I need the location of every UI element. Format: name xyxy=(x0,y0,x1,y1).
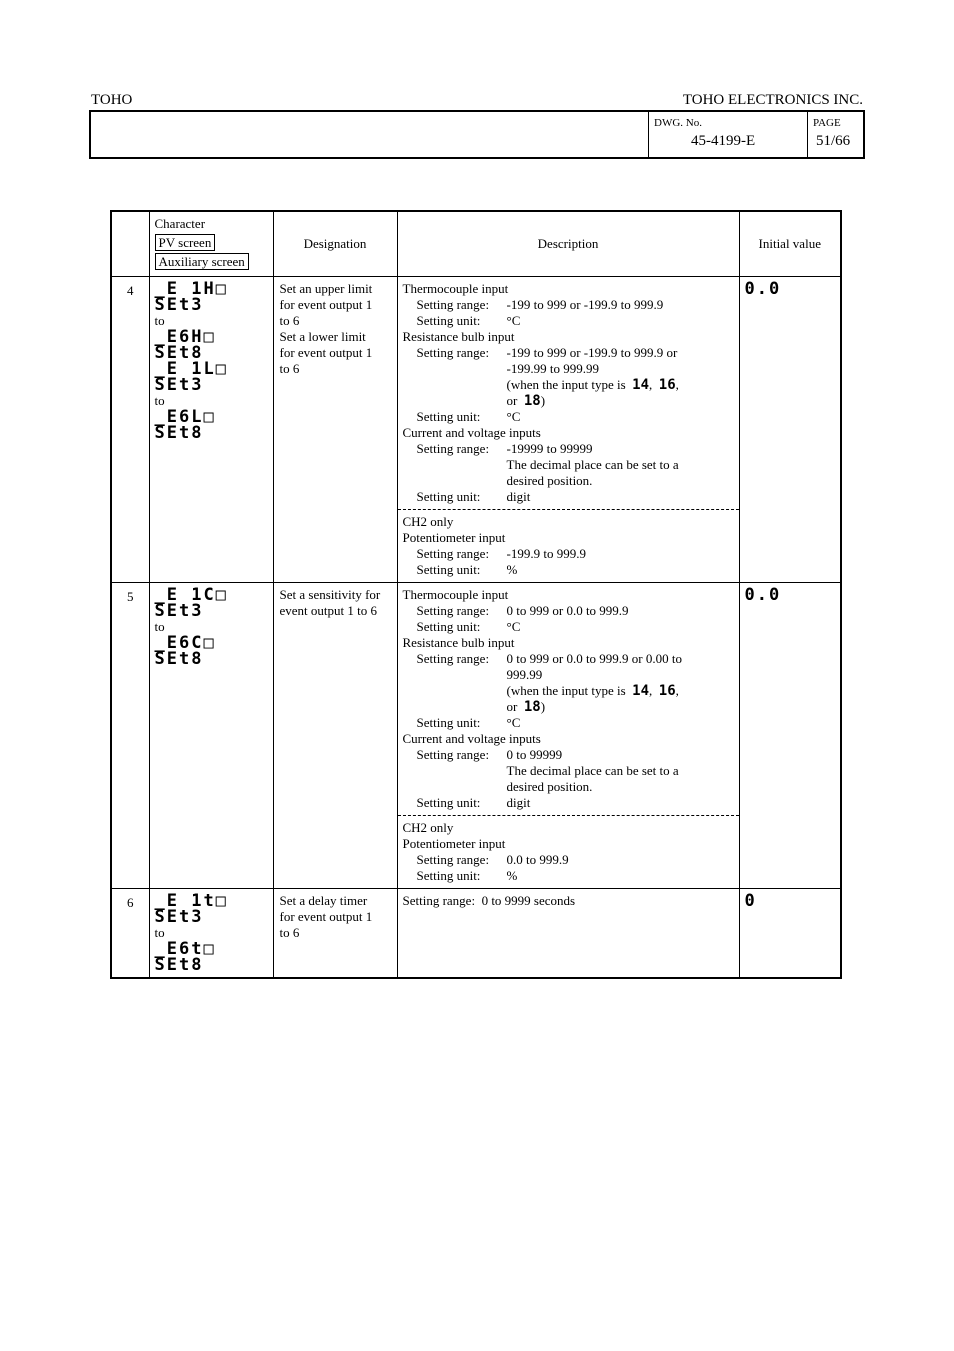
range-label: Setting range: xyxy=(416,851,490,867)
range-value: -199.99 to 999.99 xyxy=(506,360,599,376)
segment-code: _E6C□ xyxy=(154,632,216,653)
header-no-cell xyxy=(111,211,149,276)
segment-code: SEt8 xyxy=(154,342,204,363)
range-label: Setting range: xyxy=(416,602,490,618)
initial-value-cell xyxy=(739,888,841,978)
segment-code: SEt8 xyxy=(154,648,204,669)
range-label: Setting range: xyxy=(416,545,490,561)
input-type-heading: Resistance bulb input xyxy=(402,328,515,344)
dwg-label: DWG. No. xyxy=(654,117,702,129)
designation-line: for event output 1 xyxy=(279,296,373,312)
designation-line: Set an upper limit xyxy=(279,280,373,296)
initial-value: 0.0 xyxy=(744,584,782,605)
unit-value: °C xyxy=(506,408,521,424)
unit-label: Setting unit: xyxy=(416,312,481,328)
range-label: Setting range: xyxy=(416,650,490,666)
unit-value: digit xyxy=(506,488,531,504)
designation-line: for event output 1 xyxy=(279,908,373,924)
segment-code: _E 1C□ xyxy=(154,584,228,605)
description-cell xyxy=(397,888,739,978)
segment-code: _E6H□ xyxy=(154,326,216,347)
title-block xyxy=(89,110,865,159)
page-number-cell xyxy=(807,112,864,157)
header-initial-value: Initial value xyxy=(739,211,841,276)
to-label: to xyxy=(154,312,165,328)
segment-code: 16 xyxy=(658,376,676,393)
description-cell xyxy=(397,276,739,582)
description-ch2 xyxy=(398,816,739,888)
parameter-table xyxy=(110,210,842,979)
input-type-heading: Resistance bulb input xyxy=(402,634,515,650)
to-label: to xyxy=(154,924,165,940)
description-cell xyxy=(397,582,739,888)
range-label: Setting range: xyxy=(416,746,490,762)
header-character-cell xyxy=(149,211,273,276)
page-value: 51/66 xyxy=(816,133,851,149)
segment-code: SEt3 xyxy=(154,600,204,621)
unit-label: Setting unit: xyxy=(416,867,481,883)
range-label: Setting range: xyxy=(416,296,490,312)
initial-value: 0.0 xyxy=(744,278,782,299)
input-type-heading: Current and voltage inputs xyxy=(402,424,541,440)
unit-value: °C xyxy=(506,714,521,730)
designation-line: for event output 1 xyxy=(279,344,373,360)
input-type-heading: Potentiometer input xyxy=(402,835,506,851)
designation-line: Set a lower limit xyxy=(279,328,366,344)
initial-value-cell xyxy=(739,582,841,888)
header-aux-screen: Auxiliary screen xyxy=(155,253,249,270)
range-value: -199 to 999 or -199.9 to 999.9 xyxy=(506,296,664,312)
character-cell xyxy=(149,582,273,888)
description-main: Thermocouple input Setting range: 0 to 999 or 0.0 to 999.9 Setting unit: °C Resistance bulb input Setting range: 0 to 999 or 0.0 to 999.9 or 0.00 to 999.99 (when the input type is 14, 16, or 18) Setting unit: °C Current and voltage inputs Setting range: 0 to 99999 The decimal place can be set to a desired position. Setting unit: digit xyxy=(398,583,739,816)
initial-value-cell xyxy=(739,276,841,582)
designation-line: to 6 xyxy=(279,312,300,328)
header-character: Character xyxy=(154,216,206,231)
segment-code: _E 1L□ xyxy=(154,358,228,379)
character-cell xyxy=(149,276,273,582)
row-number: 4 xyxy=(111,276,149,582)
header-designation: Designation xyxy=(273,211,397,276)
segment-code: SEt3 xyxy=(154,294,204,315)
decimal-note: The decimal place can be set to a xyxy=(506,762,679,778)
range-value: 0.0 to 999.9 xyxy=(506,851,569,867)
row-number: 5 xyxy=(111,582,149,888)
table-row xyxy=(111,888,841,978)
to-label: to xyxy=(154,618,165,634)
drawing-number-cell xyxy=(648,112,807,157)
designation-cell xyxy=(273,582,397,888)
segment-code: 14 xyxy=(632,376,650,393)
range-label: Setting range: xyxy=(416,440,490,456)
unit-label: Setting unit: xyxy=(416,408,481,424)
range-value: 0 to 999 or 0.0 to 999.9 xyxy=(506,602,629,618)
range-value: Setting range: 0 to 9999 seconds xyxy=(402,892,576,908)
segment-code: _E6t□ xyxy=(154,938,216,959)
or-label: or xyxy=(506,698,518,714)
segment-code: 18 xyxy=(523,698,541,715)
page-label: PAGE xyxy=(813,117,841,129)
designation-line: Set a sensitivity for xyxy=(279,586,381,602)
table-row xyxy=(111,582,841,888)
dwg-value: 45-4199-E xyxy=(691,133,756,149)
designation-line: event output 1 to 6 xyxy=(279,602,377,618)
table-row xyxy=(111,276,841,582)
segment-code: SEt3 xyxy=(154,906,204,927)
unit-value: °C xyxy=(506,312,521,328)
segment-code: _E 1H□ xyxy=(154,278,228,299)
segment-code: 14 xyxy=(632,682,650,699)
unit-label: Setting unit: xyxy=(416,794,481,810)
range-value: -199 to 999 or -199.9 to 999.9 or xyxy=(506,344,678,360)
range-value: 0 to 999 or 0.0 to 999.9 or 0.00 to xyxy=(506,650,682,666)
header-description: Description xyxy=(397,211,739,276)
unit-label: Setting unit: xyxy=(416,618,481,634)
designation-cell xyxy=(273,888,397,978)
input-type-heading: Thermocouple input xyxy=(402,280,509,296)
range-value: 0 to 99999 xyxy=(506,746,563,762)
unit-value: % xyxy=(506,561,518,577)
or-label: or xyxy=(506,392,518,408)
decimal-note: desired position. xyxy=(506,778,593,794)
designation-line: to 6 xyxy=(279,360,300,376)
designation-cell xyxy=(273,276,397,582)
input-type-heading: Potentiometer input xyxy=(402,529,506,545)
decimal-note: The decimal place can be set to a xyxy=(506,456,679,472)
to-label: to xyxy=(154,392,165,408)
unit-label: Setting unit: xyxy=(416,714,481,730)
range-label: Setting range: xyxy=(416,344,490,360)
input-type-note: (when the input type is xyxy=(506,682,626,698)
designation-line: Set a delay timer xyxy=(279,892,368,908)
input-type-heading: Thermocouple input xyxy=(402,586,509,602)
range-value: -19999 to 99999 xyxy=(506,440,593,456)
segment-code: SEt8 xyxy=(154,954,204,975)
input-type-heading: Current and voltage inputs xyxy=(402,730,541,746)
segment-code: SEt3 xyxy=(154,374,204,395)
input-type-note: (when the input type is xyxy=(506,376,626,392)
unit-label: Setting unit: xyxy=(416,488,481,504)
character-cell xyxy=(149,888,273,978)
unit-value: digit xyxy=(506,794,531,810)
segment-code: 16 xyxy=(658,682,676,699)
description-main: Thermocouple input Setting range: -199 to 999 or -199.9 to 999.9 Setting unit: °C Resistance bulb input Setting range: -199 to 999 or -199.9 to 999.9 or -199.99 to 999.99 (when the input type is 14, 16, or 18) Setting unit: °C Current and voltage inputs Setting range: -19999 to 99999 The decimal place can be set to a desired position. Setting unit: digit xyxy=(398,277,739,510)
header-pv-screen: PV screen xyxy=(155,234,216,251)
unit-value: % xyxy=(506,867,518,883)
ch2-heading: CH2 only xyxy=(402,513,454,529)
row-number: 6 xyxy=(111,888,149,978)
decimal-note: desired position. xyxy=(506,472,593,488)
segment-code: 18 xyxy=(523,392,541,409)
unit-label: Setting unit: xyxy=(416,561,481,577)
segment-code: _E 1t□ xyxy=(154,890,228,911)
initial-value: 0 xyxy=(744,890,757,911)
ch2-heading: CH2 only xyxy=(402,819,454,835)
range-value: 999.99 xyxy=(506,666,543,682)
segment-code: _E6L□ xyxy=(154,406,216,427)
description-ch2 xyxy=(398,510,739,582)
range-value: -199.9 to 999.9 xyxy=(506,545,586,561)
company-short-name: TOHO xyxy=(91,92,133,108)
designation-line: to 6 xyxy=(279,924,300,940)
segment-code: SEt8 xyxy=(154,422,204,443)
table-header-row xyxy=(111,211,841,276)
unit-value: °C xyxy=(506,618,521,634)
company-full-name: TOHO ELECTRONICS INC. xyxy=(682,92,863,108)
